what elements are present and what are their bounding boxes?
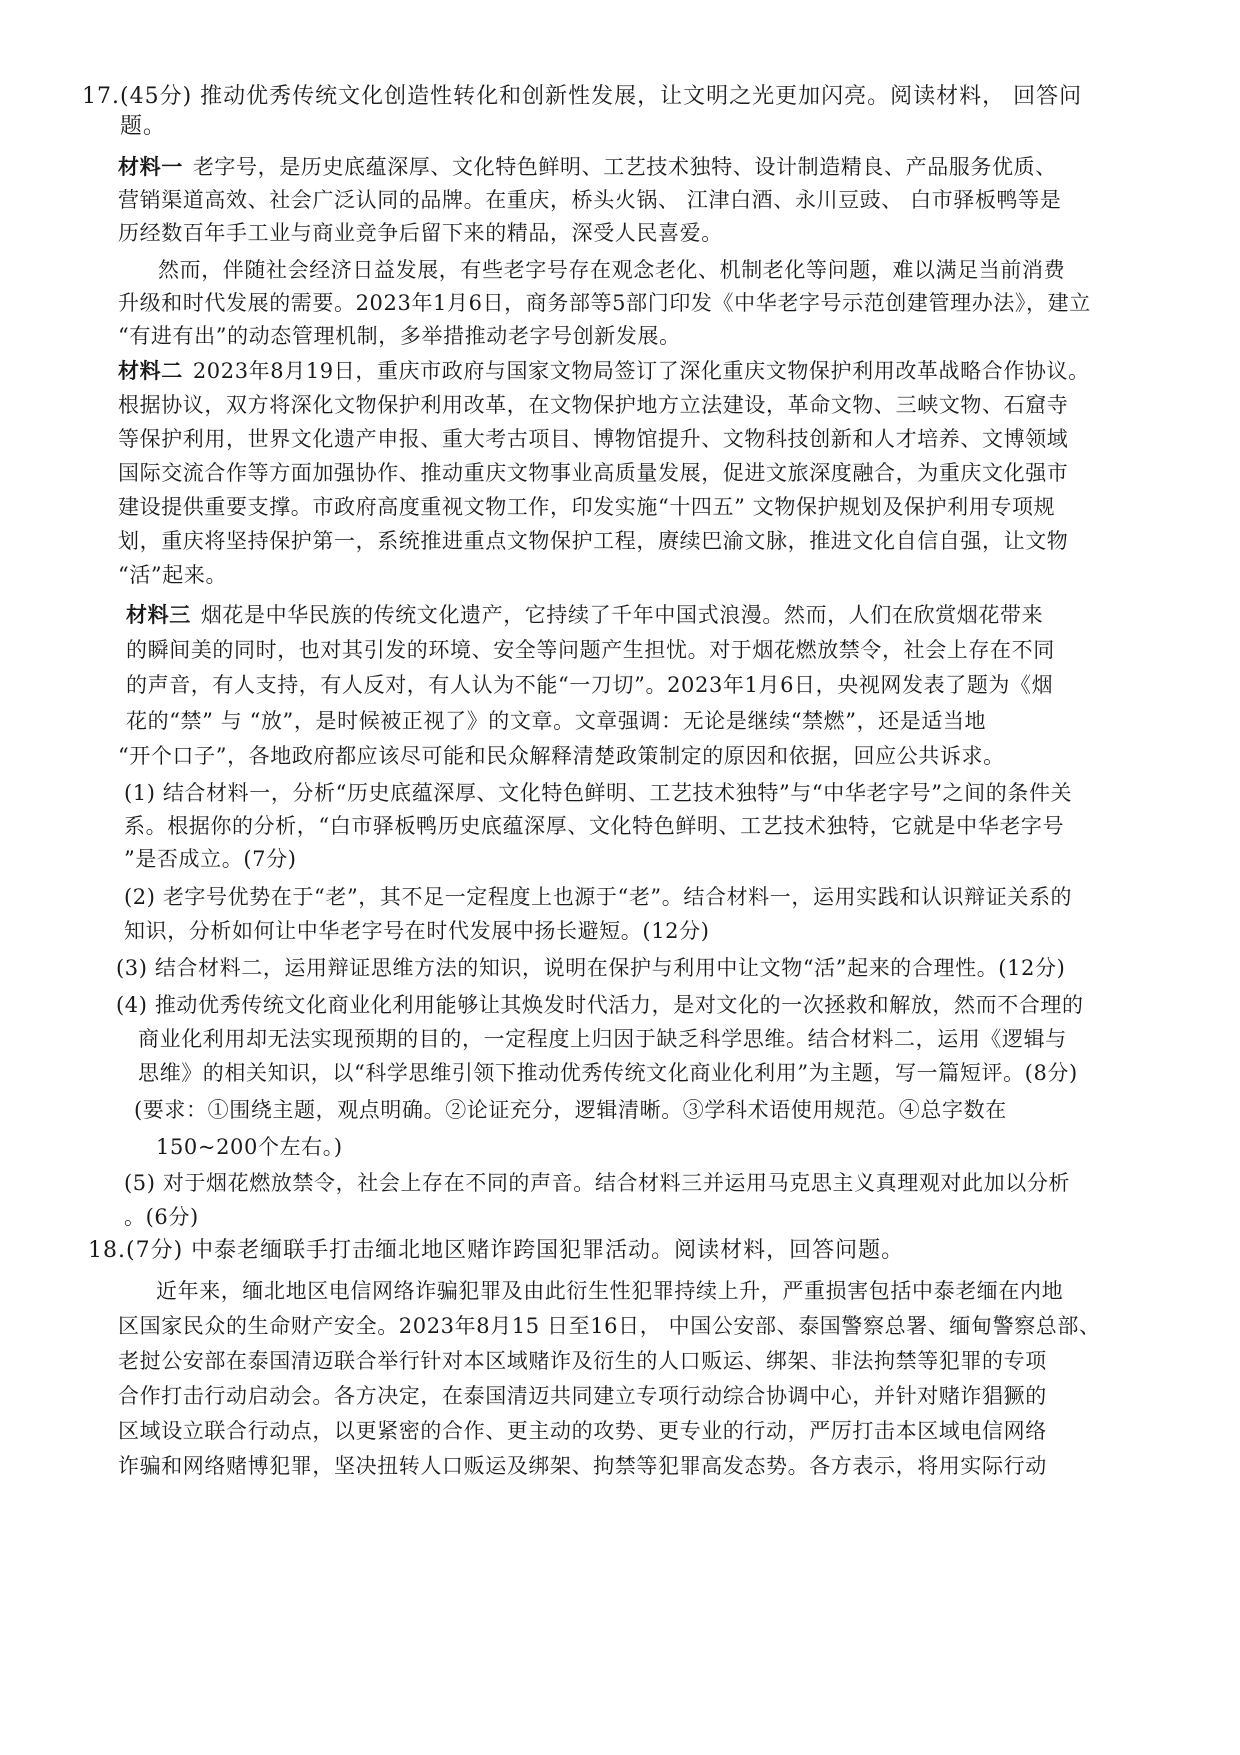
q18-line-3: 老挝公安部在泰国清迈联合举行针对本区域赌诈及衍生的人口贩运、绑架、非法拘禁等犯罪的专项	[118, 1349, 1047, 1373]
q17-header-cont: 题。	[120, 114, 167, 139]
material-2-line-5: 建设提供重要支撑。市政府高度重视文物工作，印发实施“十四五” 文物保护规划及保护利用专项规	[118, 495, 1056, 519]
material-2-line-3: 等保护利用，世界文化遗产申报、重大考古项目、博物馆提升、文物科技创新和人才培养、文博领域	[118, 427, 1069, 451]
q18-line-5: 区域设立联合行动点，以更紧密的合作、更主动的攻势、更专业的行动，严厉打击本区域电信网络	[118, 1419, 1047, 1443]
q18-line-4: 合作打击行动启动会。各方决定，在泰国清迈共同建立专项行动综合协调中心，并针对赌诈猖獗的	[118, 1384, 1047, 1408]
q17-sub2-line-2: 知识，分析如何让中华老字号在时代发展中扬长避短。(12分)	[124, 919, 710, 943]
material-3-line-4: 花的“禁” 与 “放”，是时候被正视了》的文章。文章强调：无论是继续“禁燃”，还是适当地	[126, 709, 987, 733]
material-2-label: 材料二	[118, 359, 183, 383]
material-3-line-3: 的声音，有人支持，有人反对，有人认为不能“一刀切”。2023年1月6日，央视网发表了题为《烟	[126, 673, 1054, 697]
material-2-line-4: 国际交流合作等方面加强协作、推动重庆文物事业高质量发展，促进文旅深度融合，为重庆文化强市	[118, 461, 1069, 485]
material-2-line-2: 根据协议，双方将深化文物保护利用改革，在文物保护地方立法建设，革命文物、三峡文物、石窟寺	[118, 393, 1069, 417]
q17-sub3: (3) 结合材料二，运用辩证思维方法的知识，说明在保护与利用中让文物“活”起来的合理性。(12分)	[116, 956, 1066, 980]
material-2-line-6: 划，重庆将坚持保护第一，系统推进重点文物保护工程，赓续巴渝文脉，推进文化自信自强，让文物	[118, 529, 1069, 553]
material-2-line-1: 材料二 2023年8月19日，重庆市政府与国家文物局签订了深化重庆文物保护利用改革战略合作协议。	[118, 359, 1090, 383]
material-3-line-2: 的瞬间美的同时，也对其引发的环境、安全等问题产生担忧。对于烟花燃放禁令，社会上存在不同	[126, 638, 1055, 662]
material-3-line-1: 材料三 烟花是中华民族的传统文化遗产，它持续了千年中国式浪漫。然而，人们在欣赏烟花带来	[126, 603, 1044, 627]
material-1-line-5: 升级和时代发展的需要。2023年1月6日，商务部等5部门印发《中华老字号示范创建管理办法》，建立	[118, 291, 1091, 315]
q17-sub4-req-line-2: 150~200个左右。)	[156, 1135, 343, 1159]
q17-sub4-req-line-1: (要求：①围绕主题，观点明确。②论证充分，逻辑清晰。③学科术语使用规范。④总字数在	[134, 1098, 1007, 1122]
q18-line-1: 近年来，缅北地区电信网络诈骗犯罪及由此衍生性犯罪持续上升，严重损害包括中泰老缅在内地	[156, 1279, 1064, 1303]
q18-line-6: 诈骗和网络赌博犯罪，坚决扭转人口贩运及绑架、拘禁等犯罪高发态势。各方表示，将用实际行动	[118, 1454, 1047, 1478]
material-1-line-1: 材料一 老字号，是历史底蕴深厚、文化特色鲜明、工艺技术独特、设计制造精良、产品服务优质、	[118, 155, 1057, 179]
q17-sub5-line-1: (5) 对于烟花燃放禁令，社会上存在不同的声音。结合材料三并运用马克思主义真理观对此加以分析	[124, 1171, 1071, 1195]
q17-header: 17.(45分) 推动优秀传统文化创造性转化和创新性发展，让文明之光更加闪亮。阅读材料， 回答问	[82, 84, 1083, 109]
q17-sub5-line-2: 。(6分)	[124, 1205, 199, 1229]
q17-sub2-line-1: (2) 老字号优势在于“老”，其不足一定程度上也源于“老”。结合材料一，运用实践和认识辩证关系的	[124, 885, 1073, 909]
q18-header: 18.(7分) 中泰老缅联手打击缅北地区赌诈跨国犯罪活动。阅读材料，回答问题。	[88, 1238, 905, 1263]
material-1-line-4: 然而，伴随社会经济日益发展，有些老字号存在观念老化、机制老化等问题，难以满足当前消费	[158, 258, 1066, 282]
material-1-line-2: 营销渠道高效、社会广泛认同的品牌。在重庆，桥头火锅、 江津白酒、永川豆豉、 白市驿板鸭等是	[118, 188, 1062, 212]
material-2-line-7: “活”起来。	[118, 563, 228, 587]
q17-sub1-line-1: (1) 结合材料一，分析“历史底蕴深厚、文化特色鲜明、工艺技术独特”与“中华老字号”之间的条件关	[124, 781, 1073, 805]
q17-sub1-line-2: 系。根据你的分析，“白市驿板鸭历史底蕴深厚、文化特色鲜明、工艺技术独特，它就是中华老字号	[124, 814, 1065, 838]
material-3-line-5: “开个口子”，各地政府都应该尽可能和民众解释清楚政策制定的原因和依据，回应公共诉求。	[118, 744, 1005, 768]
material-3-label: 材料三	[126, 603, 191, 627]
q18-line-2: 区国家民众的生命财产安全。2023年8月15 日至16日， 中国公安部、泰国警察总署、缅甸警察总部、	[118, 1314, 1101, 1338]
material-1-line-6: “有进有出”的动态管理机制，多举措推动老字号创新发展。	[118, 324, 681, 348]
q17-sub4-line-1: (4) 推动优秀传统文化商业化利用能够让其焕发时代活力，是对文化的一次拯救和解放，然而不合理的	[116, 993, 1084, 1017]
q17-sub4-line-2: 商业化利用却无法实现预期的目的，一定程度上归因于缺乏科学思维。结合材料二，运用《逻辑与	[138, 1027, 1067, 1051]
q17-sub4-line-3: 思维》的相关知识，以“科学思维引领下推动优秀传统文化商业化利用”为主题，写一篇短评。(8分)	[138, 1061, 1078, 1085]
material-1-line-3: 历经数百年手工业与商业竞争后留下来的精品，深受人民喜爱。	[118, 221, 723, 245]
q17-sub1-line-3: ”是否成立。(7分)	[124, 847, 297, 871]
material-1-label: 材料一	[118, 155, 183, 179]
